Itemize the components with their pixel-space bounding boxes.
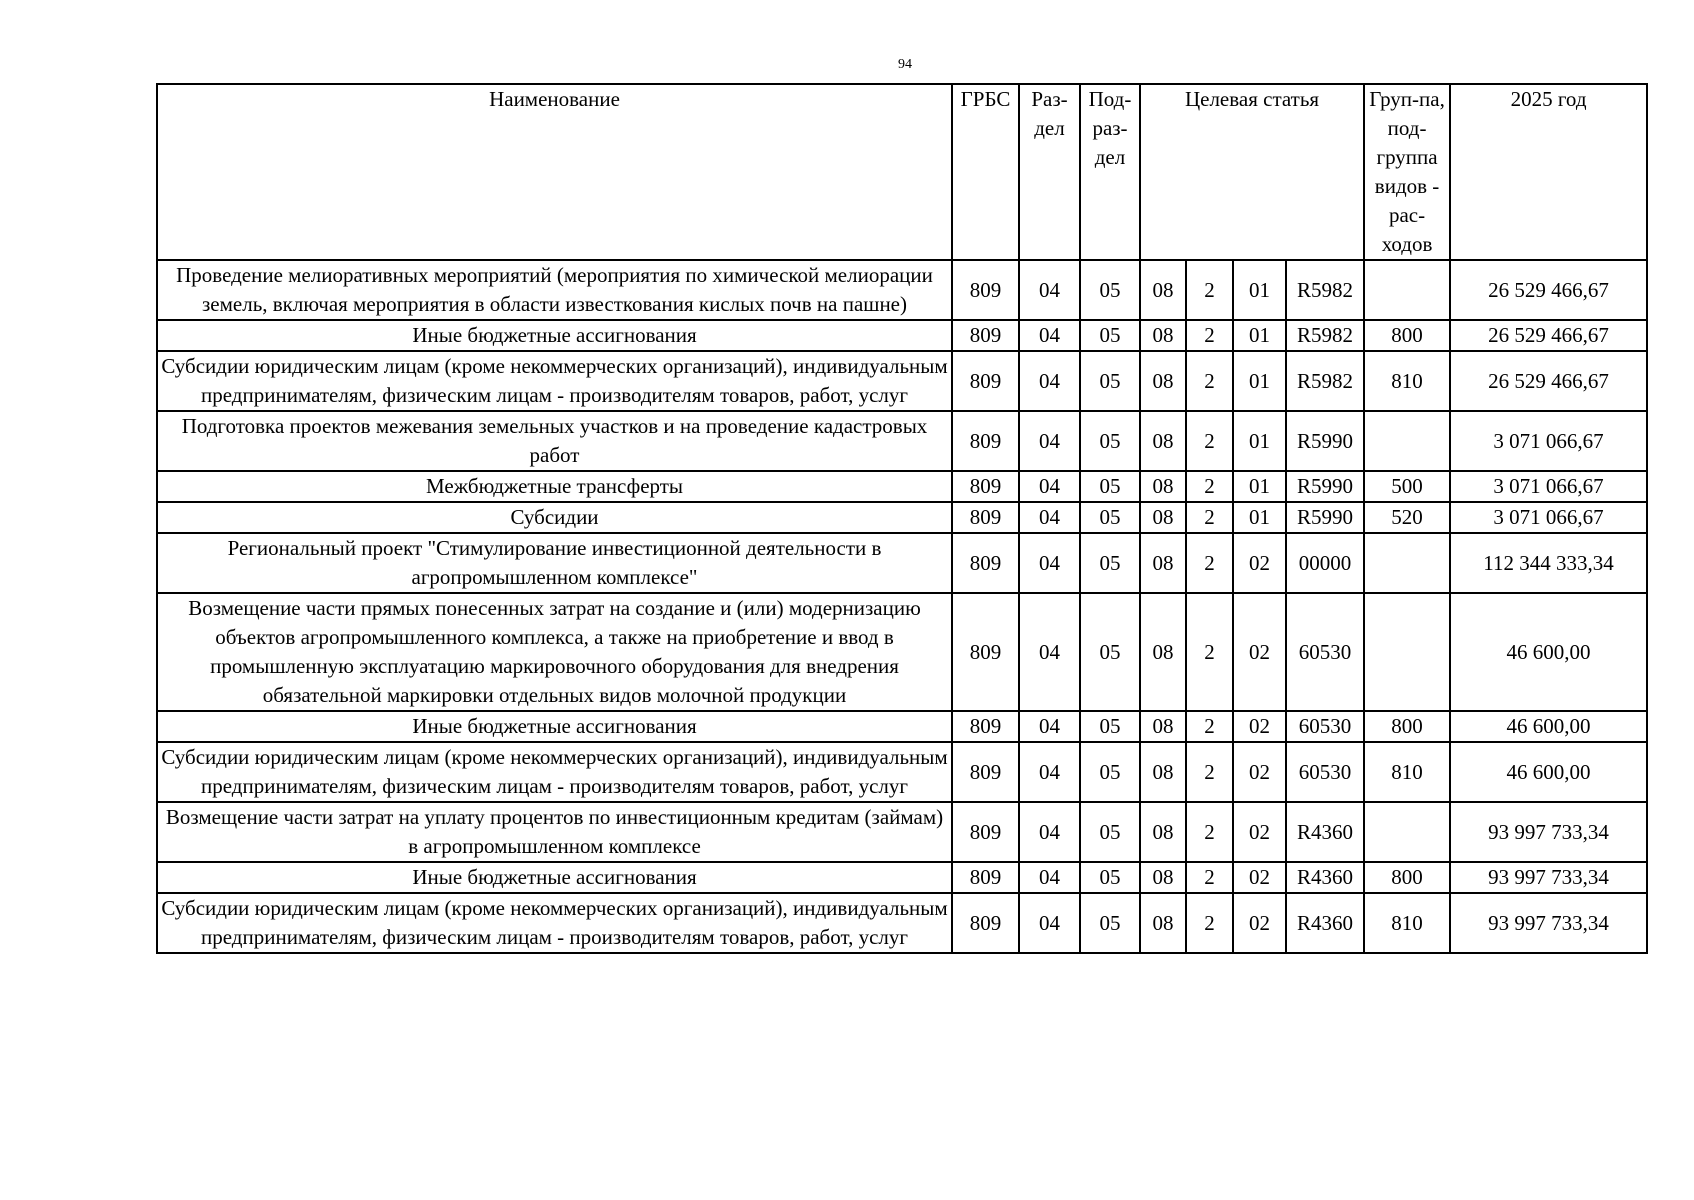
row-name: Субсидии юридическим лицам (кроме некоммерческих организаций), индивидуальным предпринимателям, физическим лицам - производителям товаров, работ, услуг xyxy=(157,893,952,953)
row-target-program: 08 xyxy=(1140,711,1186,742)
row-amount: 46 600,00 xyxy=(1450,711,1647,742)
header-name: Наименование xyxy=(157,84,952,260)
row-amount: 46 600,00 xyxy=(1450,593,1647,711)
row-target-program: 08 xyxy=(1140,533,1186,593)
row-group: 520 xyxy=(1364,502,1450,533)
row-grbs: 809 xyxy=(952,320,1019,351)
row-podrazdel: 05 xyxy=(1080,742,1140,802)
row-target-program: 08 xyxy=(1140,742,1186,802)
row-razdel: 04 xyxy=(1019,862,1080,893)
row-podrazdel: 05 xyxy=(1080,802,1140,862)
row-grbs: 809 xyxy=(952,351,1019,411)
row-razdel: 04 xyxy=(1019,533,1080,593)
row-target-sub: 02 xyxy=(1233,711,1286,742)
row-target-program: 08 xyxy=(1140,471,1186,502)
row-group: 810 xyxy=(1364,742,1450,802)
row-name: Возмещение части прямых понесенных затрат на создание и (или) модернизацию объектов агропромышленного комплекса, а также на приобретение и ввод в промышленную эксплуатацию маркировочного оборудования для внедрения обязательной маркировки отдельных видов молочной продукции xyxy=(157,593,952,711)
table-row xyxy=(157,802,1647,862)
row-target-program: 08 xyxy=(1140,802,1186,862)
row-grbs: 809 xyxy=(952,502,1019,533)
row-group xyxy=(1364,411,1450,471)
row-podrazdel: 05 xyxy=(1080,471,1140,502)
row-target-sub: 02 xyxy=(1233,862,1286,893)
row-razdel: 04 xyxy=(1019,802,1080,862)
row-razdel: 04 xyxy=(1019,320,1080,351)
row-name: Подготовка проектов межевания земельных участков и на проведение кадастровых работ xyxy=(157,411,952,471)
row-amount: 93 997 733,34 xyxy=(1450,802,1647,862)
table-row xyxy=(157,862,1647,893)
row-razdel: 04 xyxy=(1019,593,1080,711)
row-target-sub: 01 xyxy=(1233,411,1286,471)
row-grbs: 809 xyxy=(952,742,1019,802)
row-target-program: 08 xyxy=(1140,502,1186,533)
row-razdel: 04 xyxy=(1019,411,1080,471)
row-grbs: 809 xyxy=(952,893,1019,953)
row-target-type: 2 xyxy=(1186,533,1233,593)
row-target-sub: 02 xyxy=(1233,742,1286,802)
row-podrazdel: 05 xyxy=(1080,351,1140,411)
table-row xyxy=(157,533,1647,593)
header-razdel: Раз-дел xyxy=(1019,84,1080,260)
row-target-code: 60530 xyxy=(1286,742,1364,802)
row-target-code: R5982 xyxy=(1286,260,1364,320)
row-podrazdel: 05 xyxy=(1080,593,1140,711)
row-podrazdel: 05 xyxy=(1080,533,1140,593)
row-target-code: R5990 xyxy=(1286,502,1364,533)
row-target-type: 2 xyxy=(1186,320,1233,351)
row-target-code: R4360 xyxy=(1286,893,1364,953)
table-row xyxy=(157,411,1647,471)
row-target-code: 60530 xyxy=(1286,593,1364,711)
row-group: 800 xyxy=(1364,711,1450,742)
row-podrazdel: 05 xyxy=(1080,711,1140,742)
row-group: 800 xyxy=(1364,320,1450,351)
row-target-sub: 02 xyxy=(1233,893,1286,953)
row-target-type: 2 xyxy=(1186,742,1233,802)
row-target-type: 2 xyxy=(1186,411,1233,471)
row-razdel: 04 xyxy=(1019,711,1080,742)
row-razdel: 04 xyxy=(1019,471,1080,502)
row-podrazdel: 05 xyxy=(1080,411,1140,471)
row-grbs: 809 xyxy=(952,471,1019,502)
row-target-program: 08 xyxy=(1140,411,1186,471)
row-podrazdel: 05 xyxy=(1080,260,1140,320)
budget-table xyxy=(156,83,1648,954)
row-target-program: 08 xyxy=(1140,260,1186,320)
row-target-program: 08 xyxy=(1140,351,1186,411)
row-target-code: R5990 xyxy=(1286,411,1364,471)
row-amount: 3 071 066,67 xyxy=(1450,471,1647,502)
row-group: 810 xyxy=(1364,893,1450,953)
row-razdel: 04 xyxy=(1019,502,1080,533)
header-row xyxy=(157,84,1647,260)
row-target-code: R5982 xyxy=(1286,351,1364,411)
row-group: 800 xyxy=(1364,862,1450,893)
row-podrazdel: 05 xyxy=(1080,893,1140,953)
header-target: Целевая статья xyxy=(1140,84,1364,260)
row-target-type: 2 xyxy=(1186,502,1233,533)
row-target-sub: 01 xyxy=(1233,502,1286,533)
row-name: Субсидии юридическим лицам (кроме некоммерческих организаций), индивидуальным предпринимателям, физическим лицам - производителям товаров, работ, услуг xyxy=(157,742,952,802)
row-amount: 3 071 066,67 xyxy=(1450,411,1647,471)
row-target-type: 2 xyxy=(1186,351,1233,411)
row-grbs: 809 xyxy=(952,533,1019,593)
row-target-type: 2 xyxy=(1186,802,1233,862)
row-group xyxy=(1364,533,1450,593)
row-amount: 26 529 466,67 xyxy=(1450,260,1647,320)
page-number: 94 xyxy=(898,57,912,72)
row-target-sub: 01 xyxy=(1233,320,1286,351)
row-target-sub: 02 xyxy=(1233,593,1286,711)
row-target-program: 08 xyxy=(1140,593,1186,711)
row-target-type: 2 xyxy=(1186,471,1233,502)
row-group xyxy=(1364,260,1450,320)
row-name: Иные бюджетные ассигнования xyxy=(157,320,952,351)
row-target-type: 2 xyxy=(1186,260,1233,320)
header-group: Груп-па, под-группа видов ‐ рас-ходов xyxy=(1364,84,1450,260)
table-body xyxy=(157,260,1647,953)
row-amount: 3 071 066,67 xyxy=(1450,502,1647,533)
row-target-program: 08 xyxy=(1140,893,1186,953)
table-row xyxy=(157,471,1647,502)
table-row xyxy=(157,893,1647,953)
header-podrazdel: Под-раз-дел xyxy=(1080,84,1140,260)
row-target-sub: 02 xyxy=(1233,533,1286,593)
row-target-type: 2 xyxy=(1186,862,1233,893)
row-razdel: 04 xyxy=(1019,260,1080,320)
row-amount: 26 529 466,67 xyxy=(1450,320,1647,351)
row-target-sub: 01 xyxy=(1233,351,1286,411)
row-name: Субсидии xyxy=(157,502,952,533)
row-target-code: R4360 xyxy=(1286,802,1364,862)
row-name: Иные бюджетные ассигнования xyxy=(157,711,952,742)
row-group xyxy=(1364,593,1450,711)
row-name: Возмещение части затрат на уплату процентов по инвестиционным кредитам (займам) в агропромышленном комплексе xyxy=(157,802,952,862)
row-target-type: 2 xyxy=(1186,593,1233,711)
row-target-program: 08 xyxy=(1140,320,1186,351)
row-grbs: 809 xyxy=(952,711,1019,742)
row-target-code: R5982 xyxy=(1286,320,1364,351)
row-name: Субсидии юридическим лицам (кроме некоммерческих организаций), индивидуальным предпринимателям, физическим лицам - производителям товаров, работ, услуг xyxy=(157,351,952,411)
row-name: Региональный проект "Стимулирование инвестиционной деятельности в агропромышленном комплексе" xyxy=(157,533,952,593)
row-target-sub: 02 xyxy=(1233,802,1286,862)
row-podrazdel: 05 xyxy=(1080,320,1140,351)
row-target-type: 2 xyxy=(1186,893,1233,953)
row-group: 500 xyxy=(1364,471,1450,502)
row-grbs: 809 xyxy=(952,260,1019,320)
row-target-sub: 01 xyxy=(1233,260,1286,320)
row-amount: 93 997 733,34 xyxy=(1450,862,1647,893)
table-row xyxy=(157,260,1647,320)
row-target-code: 60530 xyxy=(1286,711,1364,742)
row-podrazdel: 05 xyxy=(1080,502,1140,533)
row-name: Иные бюджетные ассигнования xyxy=(157,862,952,893)
table-row xyxy=(157,742,1647,802)
row-group xyxy=(1364,802,1450,862)
row-amount: 26 529 466,67 xyxy=(1450,351,1647,411)
row-amount: 46 600,00 xyxy=(1450,742,1647,802)
row-name: Проведение мелиоративных мероприятий (мероприятия по химической мелиорации земель, включая мероприятия в области известкования кислых почв на пашне) xyxy=(157,260,952,320)
table-row xyxy=(157,711,1647,742)
row-grbs: 809 xyxy=(952,802,1019,862)
table-row xyxy=(157,351,1647,411)
row-name: Межбюджетные трансферты xyxy=(157,471,952,502)
table-row xyxy=(157,502,1647,533)
table-row xyxy=(157,593,1647,711)
row-grbs: 809 xyxy=(952,862,1019,893)
row-group: 810 xyxy=(1364,351,1450,411)
row-razdel: 04 xyxy=(1019,351,1080,411)
row-target-code: R5990 xyxy=(1286,471,1364,502)
row-amount: 93 997 733,34 xyxy=(1450,893,1647,953)
row-razdel: 04 xyxy=(1019,893,1080,953)
row-razdel: 04 xyxy=(1019,742,1080,802)
row-grbs: 809 xyxy=(952,593,1019,711)
header-year: 2025 год xyxy=(1450,84,1647,260)
row-grbs: 809 xyxy=(952,411,1019,471)
row-podrazdel: 05 xyxy=(1080,862,1140,893)
row-amount: 112 344 333,34 xyxy=(1450,533,1647,593)
header-grbs: ГРБС xyxy=(952,84,1019,260)
row-target-program: 08 xyxy=(1140,862,1186,893)
row-target-code: R4360 xyxy=(1286,862,1364,893)
row-target-type: 2 xyxy=(1186,711,1233,742)
row-target-code: 00000 xyxy=(1286,533,1364,593)
row-target-sub: 01 xyxy=(1233,471,1286,502)
table-row xyxy=(157,320,1647,351)
